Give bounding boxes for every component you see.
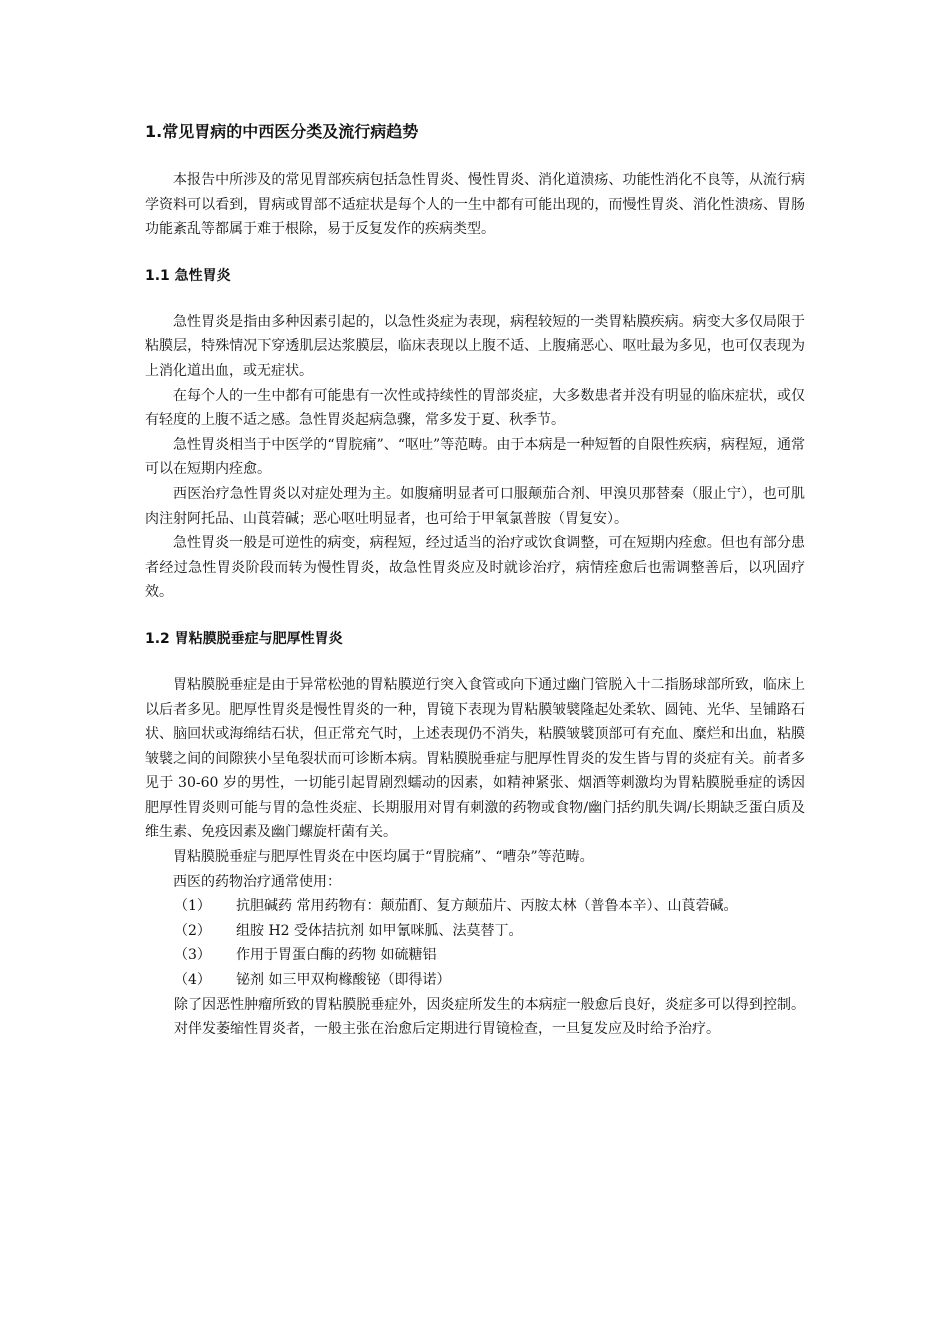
- list-text: 作用于胃蛋白酶的药物 如硫糖铝: [236, 947, 437, 964]
- medication-list: [145, 894, 805, 992]
- document-page: [145, 118, 805, 1042]
- heading-acute-gastritis: 1.1 急性胃炎: [145, 267, 231, 284]
- list-item: [174, 894, 805, 919]
- paragraph: 急性胃炎相当于中医学的“胃脘痛”、“呕吐”等范畴。由于本病是一种短暂的自限性疾病，病程短，通常可以在短期内痊愈。: [145, 436, 805, 478]
- list-number: （3）: [174, 947, 211, 964]
- paragraph: 急性胃炎一般是可逆性的病变，病程短，经过适当的治疗或饮食调整，可在短期内痊愈。但也有部分患者经过急性胃炎阶段而转为慢性胃炎，故急性胃炎应及时就诊治疗，病情痊愈后也需调整善后，以巩固疗效。: [145, 535, 805, 601]
- list-number: （1）: [174, 898, 211, 915]
- section-title: 1.常见胃病的中西医分类及流行病趋势: [145, 122, 419, 141]
- list-text: 铋剂 如三甲双枸橼酸铋（即得诺）: [236, 972, 451, 989]
- list-item: [174, 968, 805, 993]
- paragraph: 胃粘膜脱垂症与肥厚性胃炎在中医均属于“胃脘痛”、“嘈杂”等范畴。: [173, 849, 594, 866]
- paragraph: 在每个人的一生中都有可能患有一次性或持续性的胃部炎症，大多数患者并没有明显的临床症状，或仅有轻度的上腹不适之感。急性胃炎起病急骤，常多发于夏、秋季节。: [145, 387, 805, 429]
- closing-paragraph: 除了因恶性肿瘤所致的胃粘膜脱垂症外，因炎症所发生的本病症一般愈后良好，炎症多可以得到控制。对伴发萎缩性胃炎者，一般主张在治愈后定期进行胃镜检查，一旦复发应及时给予治疗。: [174, 996, 805, 1038]
- list-text: 组胺 H2 受体拮抗剂 如甲氰咪胍、法莫替丁。: [236, 922, 523, 939]
- list-item: [174, 943, 805, 968]
- paragraph: 西医的药物治疗通常使用：: [173, 873, 341, 890]
- intro-paragraph: 本报告中所涉及的常见胃部疾病包括急性胃炎、慢性胃炎、消化道溃疡、功能性消化不良等，从流行病学资料可以看到，胃病或胃部不适症状是每个人的一生中都有可能出现的，而慢性胃炎、消化性溃疡、胃肠功能紊乱等都属于难于根除，易于反复发作的疾病类型。: [145, 172, 805, 238]
- paragraph: 西医治疗急性胃炎以对症处理为主。如腹痛明显者可口服颠茄合剂、甲溴贝那替秦（服止宁），也可肌肉注射阿托品、山莨菪碱；恶心呕吐明显者，也可给于甲氧氯普胺（胃复安）。: [145, 485, 805, 527]
- list-item: [174, 919, 805, 944]
- heading-mucosal-prolapse: 1.2 胃粘膜脱垂症与肥厚性胃炎: [145, 630, 343, 647]
- paragraph: 胃粘膜脱垂症是由于异常松弛的胃粘膜逆行突入食管或向下通过幽门管脱入十二指肠球部所致，临床上以后者多见。肥厚性胃炎是慢性胃炎的一种，胃镜下表现为胃粘膜皱襞隆起处柔软、圆钝、光华、呈铺路石状、脑回状或海绵结石状，但正常充气时，上述表现仍不消失，粘膜皱襞顶部可有充血、糜烂和出血，粘膜皱襞之间的间隙狭小呈龟裂状而可诊断本病。胃粘膜脱垂症与肥厚性胃炎的发生皆与胃的炎症有关。前者多见于 30-60 岁的男性，一切能引起胃剧烈蠕动的因素，如精神紧张、烟酒等刺激均为胃粘膜脱垂症的诱因肥厚性胃炎则可能与胃的急性炎症、长期服用对胃有刺激的药物或食物/幽门括约肌失调/长期缺乏蛋白质及维生素、免疫因素及幽门螺旋杆菌有关。: [145, 676, 805, 841]
- list-text: 抗胆碱药 常用药物有：颠茄酊、复方颠茄片、丙胺太林（普鲁本辛）、山莨菪碱。: [236, 898, 738, 915]
- list-number: （2）: [174, 922, 211, 939]
- list-number: （4）: [174, 972, 211, 989]
- paragraph: 急性胃炎是指由多种因素引起的，以急性炎症为表现，病程较短的一类胃粘膜疾病。病变大多仅局限于粘膜层，特殊情况下穿透肌层达浆膜层，临床表现以上腹不适、上腹痛恶心、呕吐最为多见，也可仅表现为上消化道出血，或无症状。: [145, 313, 805, 379]
